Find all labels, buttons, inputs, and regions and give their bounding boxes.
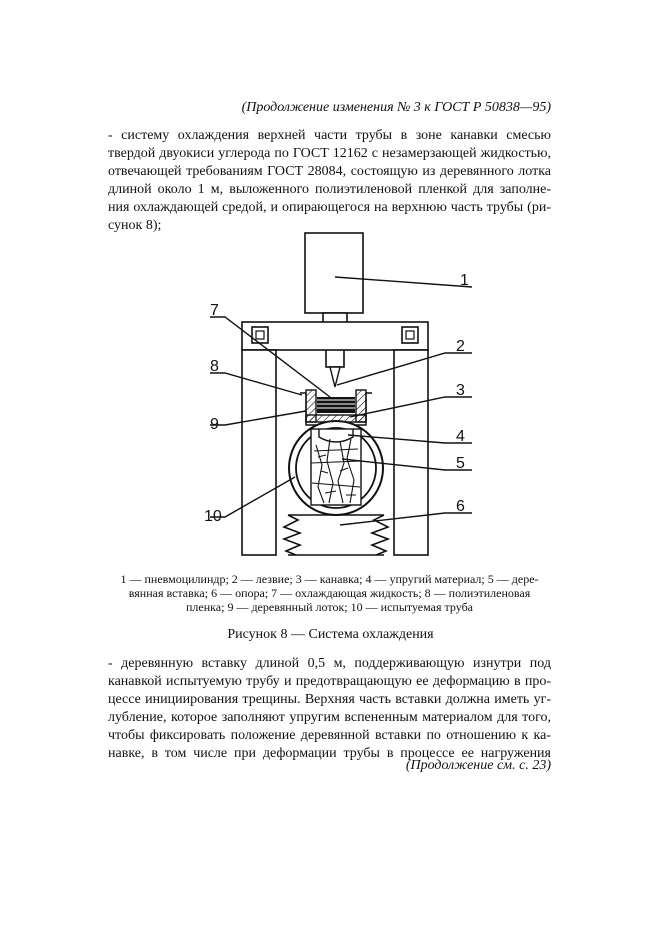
label-2: 2	[456, 338, 465, 355]
legend-line: 1 — пневмоцилиндр; 2 — лезвие; 3 — канавка; 4 — упругий материал; 5 — дере-	[120, 572, 539, 586]
label-8: 8	[210, 358, 219, 375]
frame-top-beam	[242, 322, 428, 350]
label-4: 4	[456, 428, 465, 445]
text-line: лубление, которое заполняют упругим вспененным материалом для того,	[108, 710, 551, 725]
text-line: сунок 8);	[108, 218, 162, 233]
support-spring-left	[284, 515, 300, 555]
figure-8-cooling-system-diagram	[180, 225, 500, 565]
label-10: 10	[204, 508, 222, 525]
text-line: отвечающей требованиям ГОСТ 28084, состоящую из деревянного лотка	[108, 164, 551, 179]
text-line: чтобы фиксировать положение деревянной вставки по отношению к ка-	[108, 728, 551, 743]
figure-legend	[108, 572, 551, 614]
frame-left-leg	[242, 350, 276, 555]
text-line: твердой двуокиси углерода по ГОСТ 12162 с незамерзающей жидкостью,	[108, 146, 551, 161]
coolant-liquid	[317, 397, 355, 413]
figure-caption: Рисунок 8 — Система охлаждения	[227, 627, 434, 642]
text-line: навке, в том числе при деформации трубы в процессе ее нагружения	[108, 746, 551, 761]
label-9: 9	[210, 416, 219, 433]
text-line: - систему охлаждения верхней части трубы в зоне канавки смесью	[108, 128, 551, 143]
text-line: - деревянную вставку длиной 0,5 м, поддерживающую изнутри под	[108, 656, 551, 671]
frame-right-leg	[394, 350, 428, 555]
wooden-insert	[311, 429, 361, 505]
page-footer-continuation: (Продолжение см. с. 23)	[405, 758, 551, 773]
text-line: длиной около 1 м, выложенного полиэтиленовой пленкой для заполне-	[108, 182, 551, 197]
text-line: цессе инициирования трещины. Верхняя часть вставки должна иметь уг-	[108, 692, 551, 707]
label-7: 7	[210, 302, 219, 319]
label-6: 6	[456, 498, 465, 515]
legend-line: пленка; 9 — деревянный лоток; 10 — испытуемая труба	[185, 600, 473, 614]
pneumatic-cylinder-shape	[305, 233, 363, 313]
label-1: 1	[460, 272, 469, 289]
legend-line: вянная вставка; 6 — опора; 7 — охлаждающая жидкость; 8 — полиэтиленовая	[128, 586, 531, 600]
text-line: канавкой испытуемую трубу и предотвращающую ее деформацию в про-	[108, 674, 551, 689]
label-3: 3	[456, 382, 465, 399]
paragraph-cooling-system	[108, 127, 551, 235]
page-header-continuation: (Продолжение изменения № 3 к ГОСТ Р 50838—95)	[241, 100, 551, 115]
label-5: 5	[456, 455, 465, 472]
paragraph-wooden-insert	[108, 655, 551, 763]
text-line: ния охлаждающей средой, и опирающегося на верхнюю часть трубы (ри-	[108, 200, 551, 215]
